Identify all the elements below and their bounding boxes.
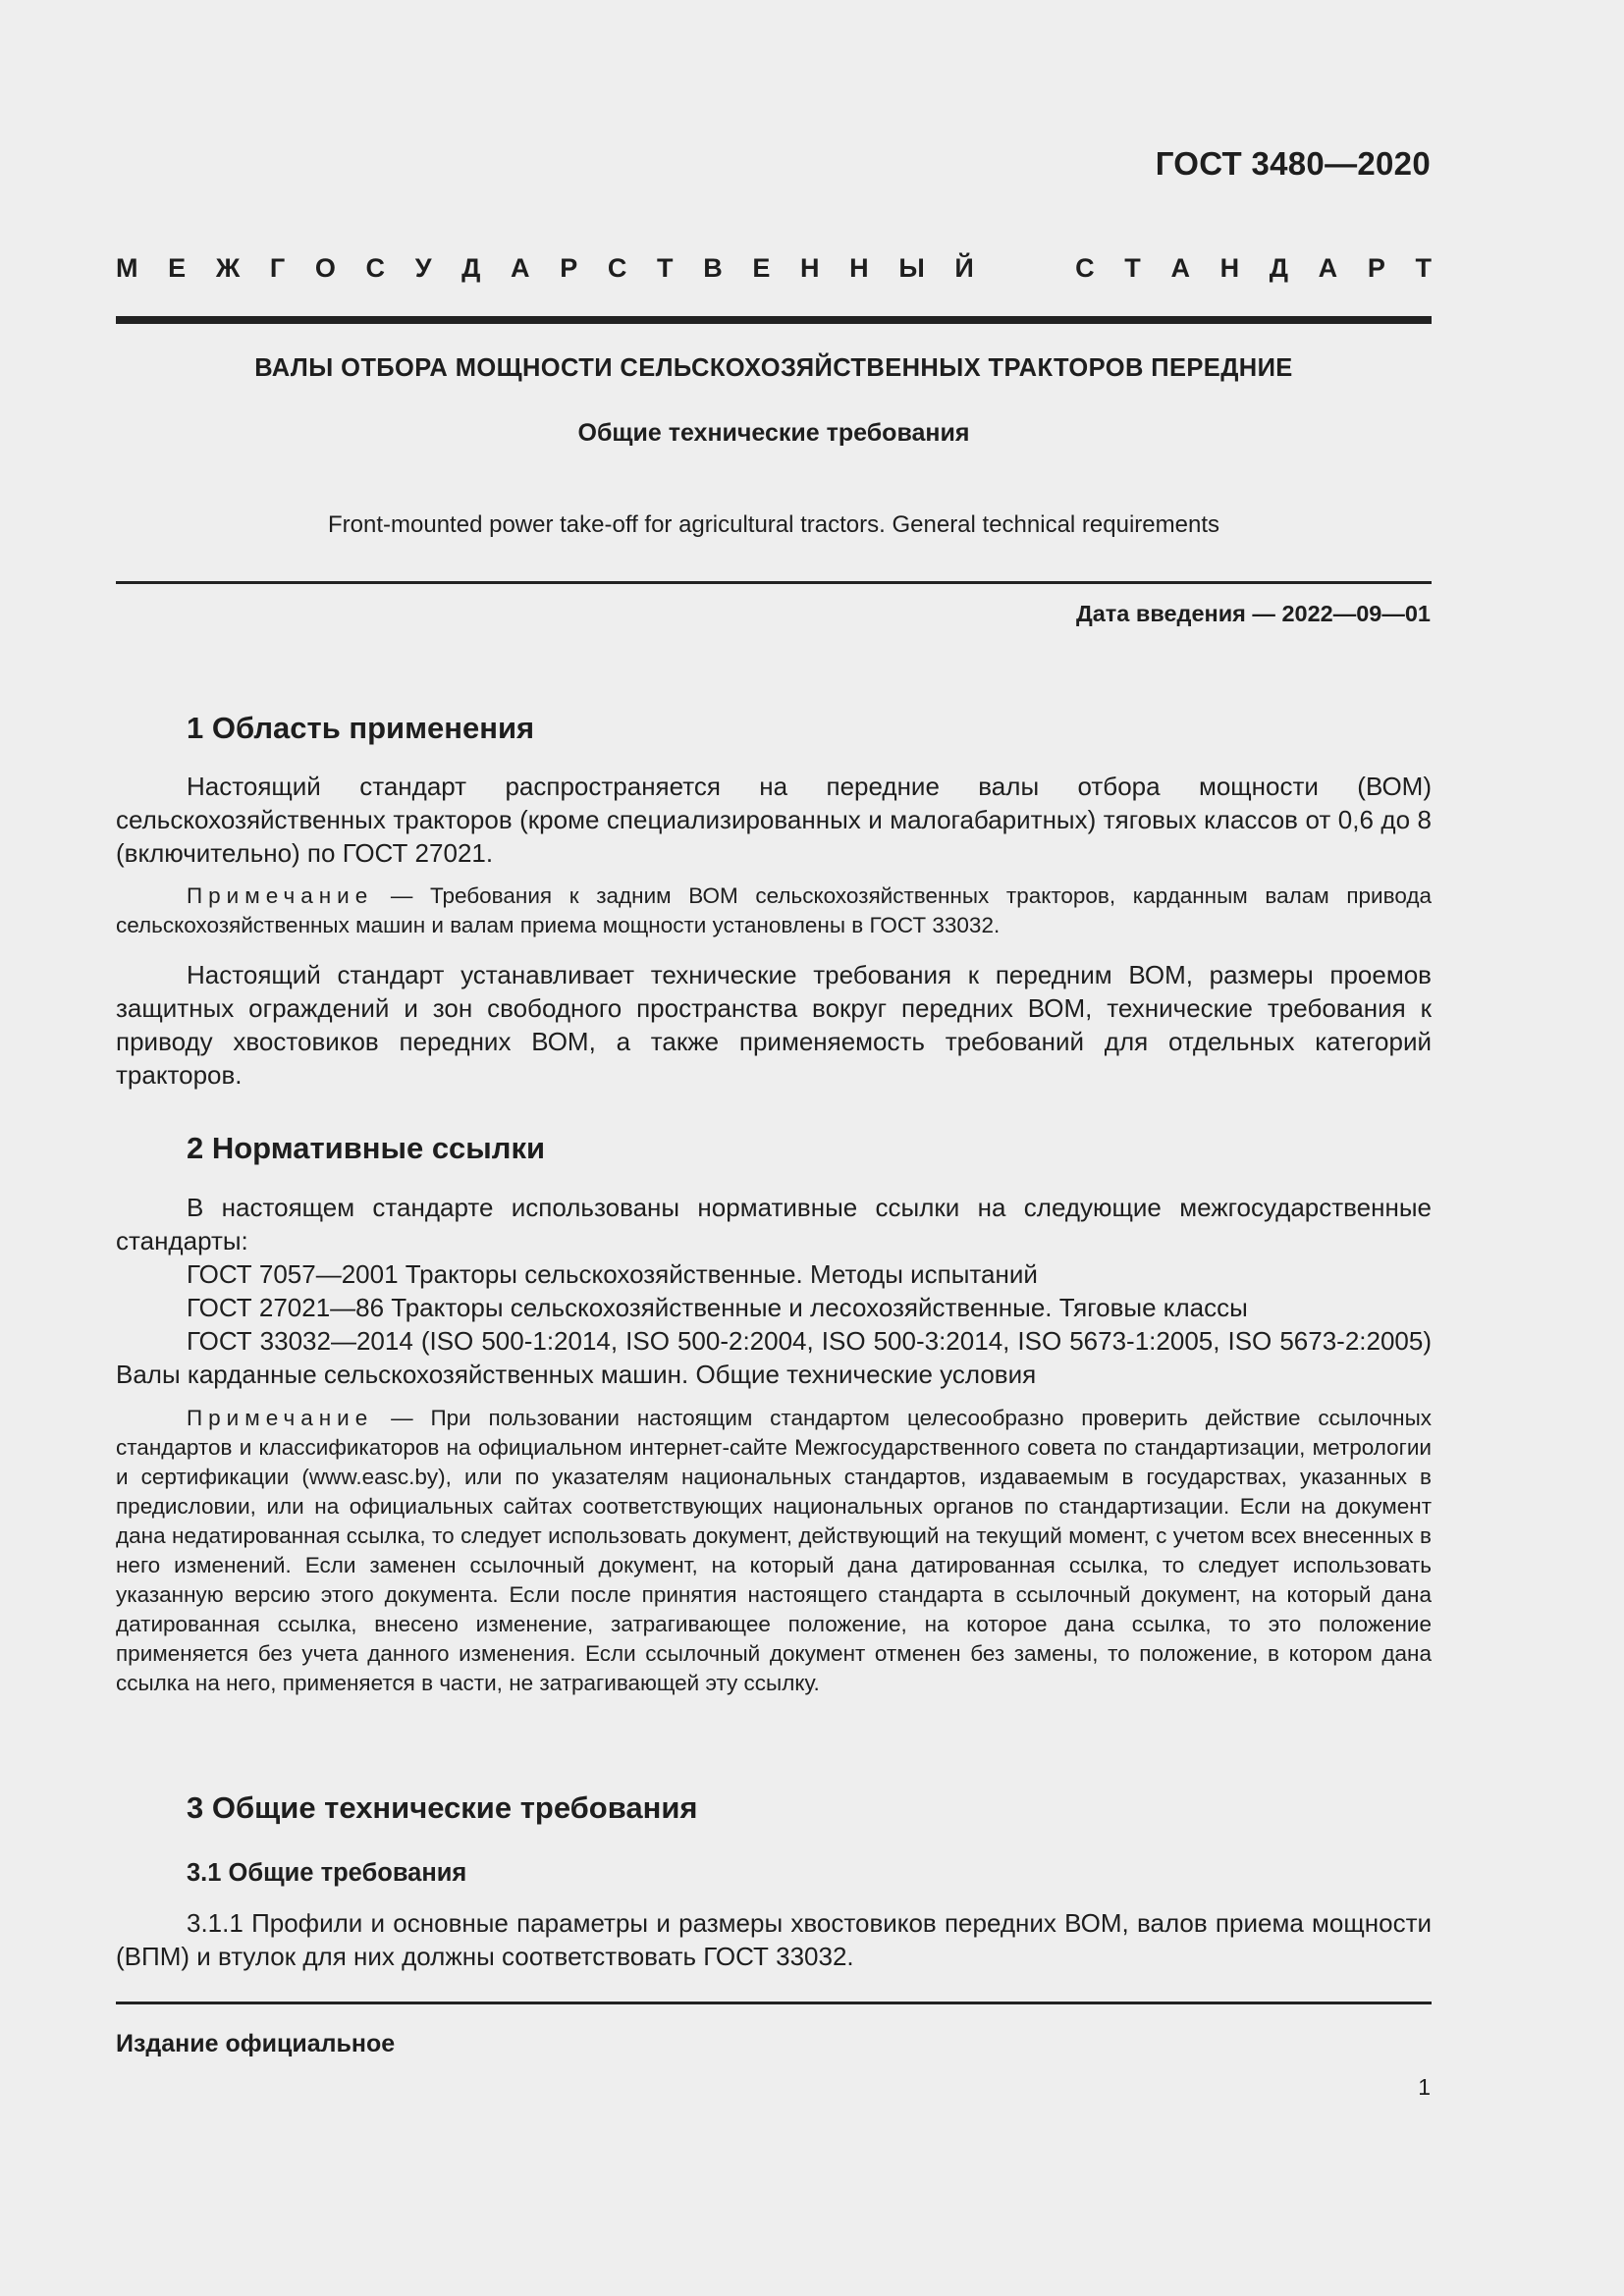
banner-letter: А xyxy=(1170,253,1190,283)
document-number: ГОСТ 3480—2020 xyxy=(1155,145,1431,182)
banner-letter: В xyxy=(703,253,723,283)
title-divider xyxy=(116,581,1432,584)
section-1-paragraph-2 xyxy=(116,958,1432,1092)
section-2-references xyxy=(116,1191,1432,1391)
section-3-heading: 3 Общие технические требования xyxy=(187,1790,698,1825)
banner-letter: Й xyxy=(954,253,974,283)
document-title: ВАЛЫ ОТБОРА МОЩНОСТИ СЕЛЬСКОХОЗЯЙСТВЕННЫХ ТРАКТОРОВ ПЕРЕДНИЕ xyxy=(254,354,1293,382)
banner-letter: Н xyxy=(1219,253,1240,283)
header-divider-thick xyxy=(116,316,1432,324)
banner-letter: Е xyxy=(168,253,187,283)
banner-letter: С xyxy=(365,253,386,283)
introduction-date: Дата введения — 2022—09—01 xyxy=(1075,601,1431,626)
page-number: 1 xyxy=(1418,2074,1431,2100)
reference-item: ГОСТ 27021—86 Тракторы сельскохозяйственные и лесохозяйственные. Тяговые классы xyxy=(187,1293,1248,1322)
note-label: Примечание xyxy=(187,1406,374,1430)
banner-letter: А xyxy=(511,253,530,283)
banner-letter: О xyxy=(314,253,336,283)
paragraph-text: Настоящий стандарт распространяется на передние валы отбора мощности (ВОМ) сельскохозяйственных тракторов (кроме специализированных и малогабаритных) тяговых классов от 0,6 до 8 (включительно) по ГОСТ 27021. xyxy=(116,772,1432,868)
banner-letter: М xyxy=(116,253,138,283)
banner-letter: Д xyxy=(461,253,481,283)
banner-letter: Е xyxy=(752,253,771,283)
banner-letter: Н xyxy=(849,253,869,283)
reference-item: ГОСТ 7057—2001 Тракторы сельскохозяйственные. Методы испытаний xyxy=(187,1259,1038,1289)
banner-letter: Г xyxy=(269,253,286,283)
banner-letter: Р xyxy=(1367,253,1385,283)
subsection-3-1-heading: 3.1 Общие требования xyxy=(187,1859,467,1887)
banner-letter: Т xyxy=(657,253,674,283)
section-2-heading: 2 Нормативные ссылки xyxy=(187,1131,546,1165)
footer-divider xyxy=(116,2002,1432,2004)
section-3-paragraph-1 xyxy=(116,1906,1432,1973)
banner-letter: У xyxy=(414,253,432,283)
note-text: — При пользовании настоящим стандартом целесообразно проверить действие ссылочных стандартов и классификаторов на официальном интернет-сайте Межгосударственного совета по стандартизации, метрологии и сертификации (www.easc.by), или по указателям национальных стандартов, издаваемым в государствах, указанных в предисловии, или на официальных сайтах соответствующих национальных органов по стандартизации. Если на документ дана недатированная ссылка, то следует использовать документ, действующий на текущий момент, с учетом всех внесенных в него изменений. Если заменен ссылочный документ, на который дана датированная ссылка, то следует использовать указанную версию этого документа. Если после принятия настоящего стандарта в ссылочный документ, на который дана датированная ссылка, внесено изменение, затрагивающее положение, на которое дана ссылка, то это положение применяется без учета данного изменения. Если ссылочный документ отменен без замены, то положение, в котором дана ссылка на него, применяется в части, не затрагивающей эту ссылку. xyxy=(116,1406,1432,1695)
banner-letter: Н xyxy=(800,253,820,283)
banner-letter: Д xyxy=(1269,253,1289,283)
paragraph-text: Настоящий стандарт устанавливает технические требования к передним ВОМ, размеры проемов защитных ограждений и зон свободного пространства вокруг передних ВОМ, технические требования к приводу хвостовиков передних ВОМ, а также применяемость требований для отдельных категорий тракторов. xyxy=(116,960,1432,1090)
banner-letter: С xyxy=(1075,253,1095,283)
banner-letter: С xyxy=(607,253,627,283)
interstate-standard-banner xyxy=(116,253,1432,285)
references-intro: В настоящем стандарте использованы нормативные ссылки на следующие межгосударственные стандарты: xyxy=(116,1193,1432,1255)
reference-item: ГОСТ 33032—2014 (ISO 500-1:2014, ISO 500-2:2004, ISO 500-3:2014, ISO 5673-1:2005, ISO 5673-2:2005) Валы карданные сельскохозяйственных машин. Общие технические условия xyxy=(116,1326,1432,1389)
note-text: — Требования к задним ВОМ сельскохозяйственных тракторов, карданным валам привода сельскохозяйственных машин и валам приема мощности установлены в ГОСТ 33032. xyxy=(116,883,1432,937)
section-1-heading: 1 Область применения xyxy=(187,711,535,745)
banner-letter: Р xyxy=(560,253,578,283)
section-1-paragraph-1 xyxy=(116,770,1432,870)
english-title: Front-mounted power take-off for agricultural tractors. General technical requirements xyxy=(328,511,1219,538)
document-subtitle: Общие технические требования xyxy=(577,419,970,447)
section-2-note xyxy=(116,1404,1432,1698)
official-edition-label: Издание официальное xyxy=(116,2030,396,2057)
banner-word-gap xyxy=(1003,253,1045,285)
banner-letter: Т xyxy=(1124,253,1141,283)
banner-letter: Ж xyxy=(215,253,241,283)
note-label: Примечание xyxy=(187,883,374,908)
banner-letter: А xyxy=(1318,253,1338,283)
paragraph-text: 3.1.1 Профили и основные параметры и размеры хвостовиков передних ВОМ, валов приема мощности (ВПМ) и втулок для них должны соответствовать ГОСТ 33032. xyxy=(116,1908,1432,1971)
section-1-note xyxy=(116,881,1432,940)
banner-letter: Ы xyxy=(898,253,925,283)
banner-letter: Т xyxy=(1415,253,1432,283)
